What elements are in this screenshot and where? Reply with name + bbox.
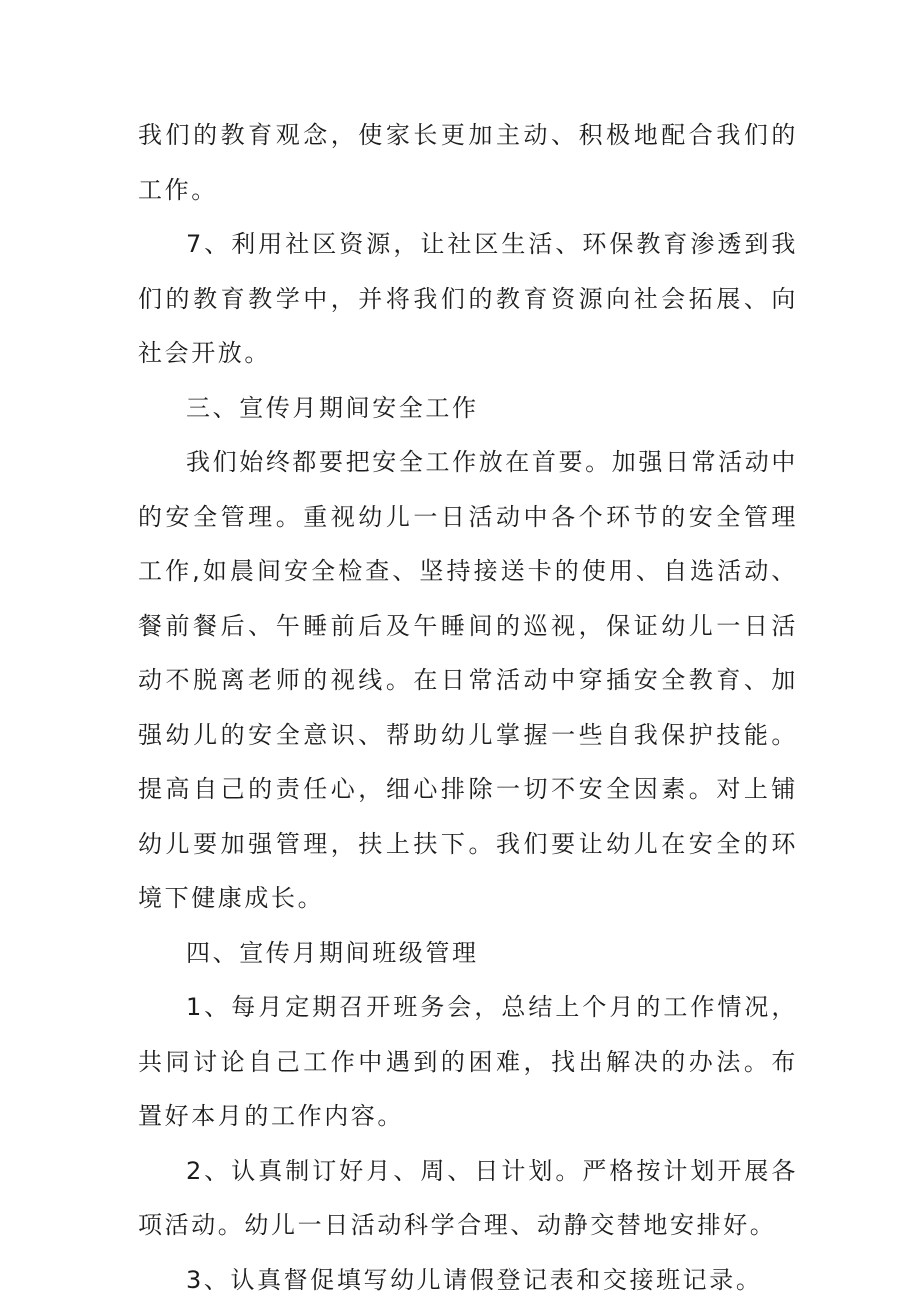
paragraph-item-3: 3、认真督促填写幼儿请假登记表和交接班记录。 (138, 1253, 798, 1307)
section-heading-class-management: 四、宣传月期间班级管理 (138, 926, 798, 981)
paragraph-safety-work: 我们始终都要把安全工作放在首要。加强日常活动中的安全管理。重视幼儿一日活动中各个环节的安全管理工作,如晨间安全检查、坚持接送卡的使用、自选活动、餐前餐后、午睡前后及午睡间的巡视，保证幼儿一日活动不脱离老师的视线。在日常活动中穿插安全教育、加强幼儿的安全意识、帮助幼儿掌握一些自我保护技能。提高自己的责任心，细心排除一切不安全因素。对上铺幼儿要加强管理，扶上扶下。我们要让幼儿在安全的环境下健康成长。 (138, 435, 798, 926)
paragraph-item-1: 1、每月定期召开班务会，总结上个月的工作情况，共同讨论自己工作中遇到的困难，找出解决的办法。布置好本月的工作内容。 (138, 980, 798, 1144)
paragraph-item-2: 2、认真制订好月、周、日计划。严格按计划开展各项活动。幼儿一日活动科学合理、动静交替地安排好。 (138, 1144, 798, 1253)
section-heading-safety: 三、宣传月期间安全工作 (138, 381, 798, 436)
document-body (138, 108, 798, 1307)
paragraph-item-7: 7、利用社区资源，让社区生活、环保教育渗透到我们的教育教学中，并将我们的教育资源向社会拓展、向社会开放。 (138, 217, 798, 381)
paragraph-continuation: 我们的教育观念，使家长更加主动、积极地配合我们的工作。 (138, 108, 798, 217)
